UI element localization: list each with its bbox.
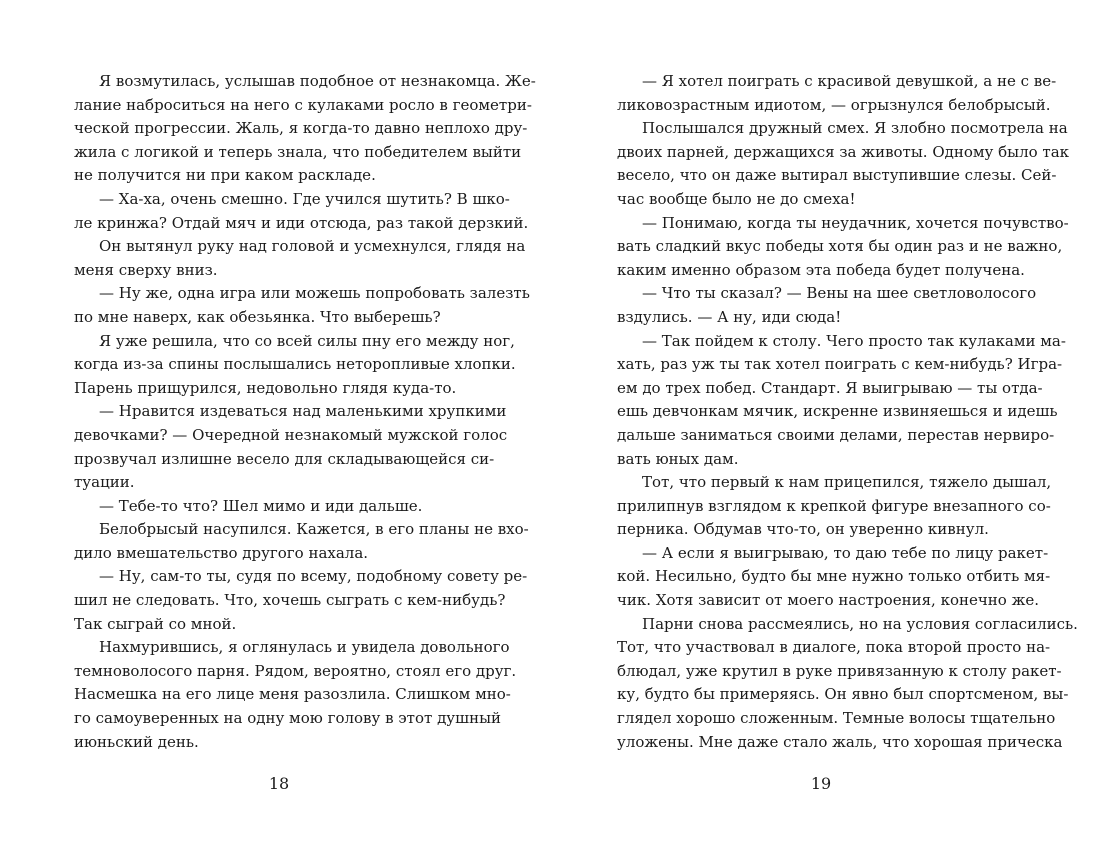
text-line: Белобрысый насупился. Кажется, в его планы не вхо- bbox=[99, 520, 529, 539]
text-line: девочками? — Очередной незнакомый мужской голос bbox=[74, 425, 508, 444]
page-number-right: 19 bbox=[810, 774, 832, 793]
text-line: — Ну же, одна игра или можешь попробовать залезть bbox=[99, 284, 530, 303]
text-line: го самоуверенных на одну мою голову в этот душный bbox=[74, 709, 502, 728]
text-line: глядел хорошо сложенным. Темные волосы тщательно bbox=[617, 709, 1056, 728]
text-line: вать сладкий вкус победы хотя бы один раз и не важно, bbox=[617, 237, 1063, 256]
text-line: ческой прогрессии. Жаль, я когда-то давно неплохо дру- bbox=[74, 119, 528, 138]
text-line: Я возмутилась, услышав подобное от незнакомца. Же- bbox=[99, 72, 536, 90]
page-number-left: 18 bbox=[268, 774, 290, 793]
text-line: ку, будто бы примеряясь. Он явно был спортсменом, вы- bbox=[617, 685, 1069, 704]
text-line: Он вытянул руку над головой и усмехнулся, глядя на bbox=[99, 237, 526, 256]
text-line: меня сверху вниз. bbox=[74, 260, 218, 279]
text-line: дило вмешательство другого нахала. bbox=[74, 543, 369, 562]
text-line: Парень прищурился, недовольно глядя куда-то. bbox=[74, 378, 457, 397]
text-line: ле кринжа? Отдай мяч и иди отсюда, раз такой дерзкий. bbox=[74, 213, 529, 232]
text-line: двоих парней, держащихся за животы. Одному было так bbox=[617, 142, 1070, 161]
text-line: весело, что он даже вытирал выступившие слезы. Сей- bbox=[617, 166, 1057, 185]
text-line: темноволосого парня. Рядом, вероятно, стоял его друг. bbox=[74, 661, 517, 680]
text-line: туации. bbox=[74, 473, 135, 492]
text-line: — Ну, сам-то ты, судя по всему, подобному совету ре- bbox=[99, 567, 528, 586]
text-line: июньский день. bbox=[74, 732, 199, 751]
text-line: вздулись. — А ну, иди сюда! bbox=[617, 307, 842, 326]
text-line: шил не следовать. Что, хочешь сыграть с кем-нибудь? bbox=[74, 591, 506, 610]
text-line: ликовозрастным идиотом, — огрызнулся белобрысый. bbox=[617, 95, 1051, 114]
text-line: Парни снова рассмеялись, но на условия согласились. bbox=[642, 614, 1078, 633]
left-page-text bbox=[74, 70, 536, 770]
text-line: по мне наверх, как обезьянка. Что выберешь? bbox=[74, 307, 441, 326]
text-line: — Так пойдем к столу. Чего просто так кулаками ма- bbox=[642, 331, 1066, 350]
text-line: вать юных дам. bbox=[617, 449, 739, 468]
text-line: — Я хотел поиграть с красивой девушкой, а не с ве- bbox=[642, 72, 1057, 90]
text-line: — Тебе-то что? Шел мимо и иди дальше. bbox=[99, 496, 423, 515]
text-line: каким именно образом эта победа будет получена. bbox=[617, 260, 1025, 279]
text-line: жила с логикой и теперь знала, что победителем выйти bbox=[74, 142, 522, 161]
text-line: дальше заниматься своими делами, перестав нервиро- bbox=[617, 425, 1055, 444]
text-line: Насмешка на его лице меня разозлила. Слишком мно- bbox=[74, 685, 511, 704]
text-line: Нахмурившись, я оглянулась и увидела довольного bbox=[99, 638, 510, 657]
text-line: Я уже решила, что со всей силы пну его между ног, bbox=[99, 331, 515, 350]
text-line: прилипнув взглядом к крепкой фигуре внезапного со- bbox=[617, 496, 1051, 515]
text-line: — Ха-ха, очень смешно. Где учился шутить? В шко- bbox=[99, 189, 510, 208]
text-line: не получится ни при каком раскладе. bbox=[74, 166, 376, 185]
text-line: чик. Хотя зависит от моего настроения, конечно же. bbox=[617, 591, 1040, 610]
text-line: — Нравится издеваться над маленькими хрупкими bbox=[99, 402, 507, 421]
right-page-text bbox=[617, 70, 1078, 770]
text-line: Тот, что первый к нам прицепился, тяжело дышал, bbox=[642, 473, 1052, 492]
text-line: лание наброситься на него с кулаками росло в геометри- bbox=[74, 95, 532, 114]
text-line: прозвучал излишне весело для складывающейся си- bbox=[74, 449, 495, 468]
text-line: — Понимаю, когда ты неудачник, хочется почувство- bbox=[642, 213, 1069, 232]
text-line: Послышался дружный смех. Я злобно посмотрела на bbox=[642, 119, 1068, 138]
text-line: Тот, что участвовал в диалоге, пока второй просто на- bbox=[617, 638, 1051, 657]
text-line: перника. Обдумав что-то, он уверенно кивнул. bbox=[617, 520, 989, 539]
text-line: кой. Несильно, будто бы мне нужно только отбить мя- bbox=[617, 567, 1051, 586]
text-line: ешь девчонкам мячик, искренне извиняешься и идешь bbox=[617, 402, 1058, 421]
text-line: — Что ты сказал? — Вены на шее светловолосого bbox=[642, 284, 1037, 303]
text-line: хать, раз уж ты так хотел поиграть с кем-нибудь? Игра- bbox=[617, 355, 1063, 374]
text-line: когда из-за спины послышались неторопливые хлопки. bbox=[74, 355, 516, 374]
text-line: час вообще было не до смеха! bbox=[617, 189, 856, 208]
text-line: Так сыграй со мной. bbox=[74, 614, 237, 633]
text-line: — А если я выигрываю, то даю тебе по лицу ракет- bbox=[642, 543, 1049, 562]
text-line: уложены. Мне даже стало жаль, что хорошая прическа bbox=[617, 732, 1063, 751]
text-line: блюдал, уже крутил в руке привязанную к столу ракет- bbox=[617, 661, 1062, 680]
text-line: ем до трех побед. Стандарт. Я выигрываю — ты отда- bbox=[617, 378, 1043, 397]
